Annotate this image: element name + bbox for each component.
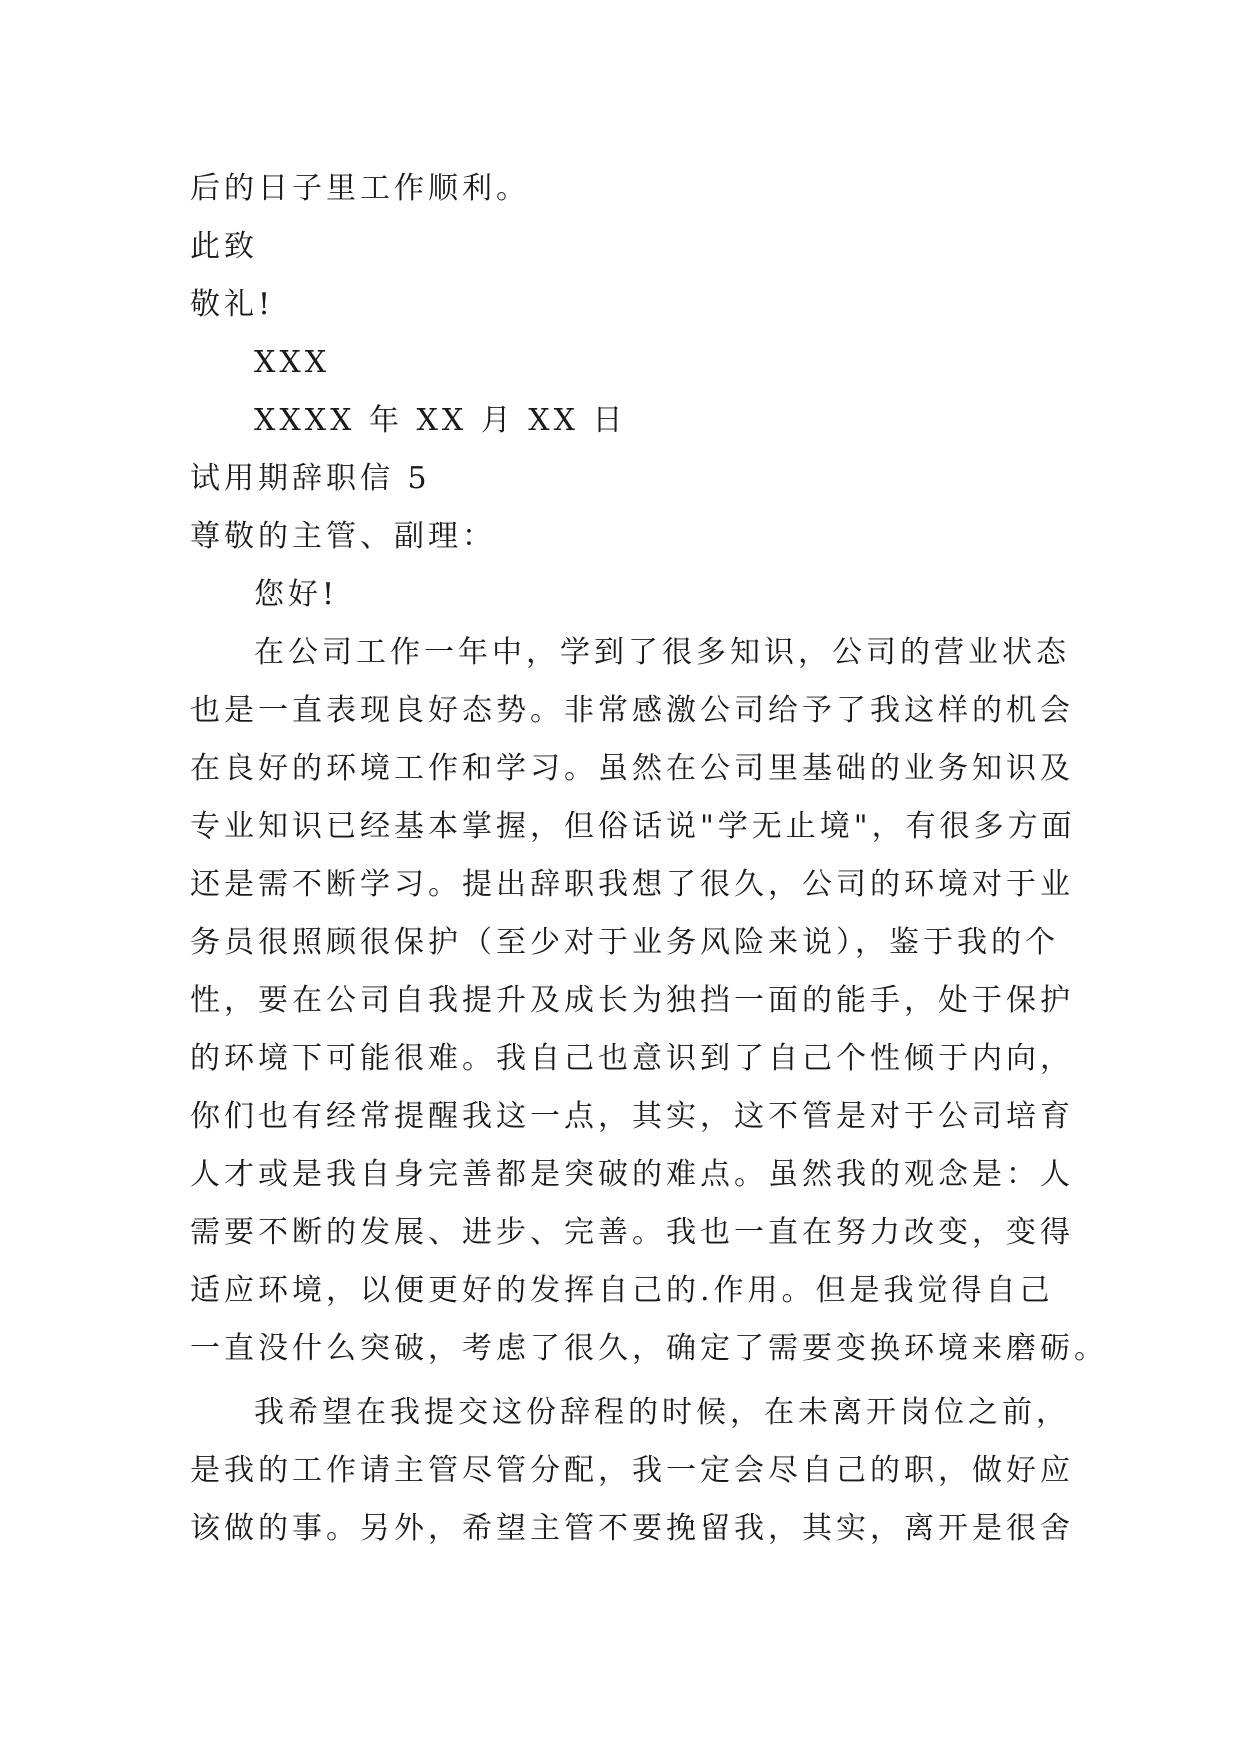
paragraph-1-line: 务员很照顾很保护（至少对于业务风险来说），鉴于我的个 (190, 925, 1059, 960)
closing-jingli: 敬礼! (190, 287, 275, 322)
paragraph-1-line: 在良好的环境工作和学习。虽然在公司里基础的业务知识及 (190, 751, 1074, 786)
paragraph-1-line: 人才或是我自身完善都是突破的难点。虽然我的观念是：人 (190, 1157, 1074, 1192)
paragraph-1-line: 的环境下可能很难。我自己也意识到了自己个性倾于内向， (190, 1041, 1074, 1076)
paragraph-2 (190, 1384, 1074, 1558)
letter-body (190, 160, 1108, 1558)
paragraph-1-line: 也是一直表现良好态势。非常感激公司给予了我这样的机会 (190, 693, 1074, 728)
greeting: 您好! (254, 577, 339, 612)
paragraph-1-line: 适应环境，以便更好的发挥自己的.作用。但是我觉得自己 (190, 1273, 1054, 1308)
letter-heading: 试用期辞职信 5 (190, 461, 431, 496)
closing-line: 后的日子里工作顺利。 (190, 171, 530, 206)
salutation: 尊敬的主管、副理： (190, 519, 496, 554)
paragraph-1-line: 性，要在公司自我提升及成长为独挡一面的能手，处于保护 (190, 983, 1074, 1018)
signature-date: XXXX 年 XX 月 XX 日 (254, 403, 627, 438)
paragraph-1-line: 你们也有经常提醒我这一点，其实，这不管是对于公司培育 (190, 1099, 1074, 1134)
paragraph-1-line: 还是需不断学习。提出辞职我想了很久，公司的环境对于业 (190, 867, 1074, 902)
paragraph-2-line: 该做的事。另外，希望主管不要挽留我，其实，离开是很舍 (190, 1511, 1074, 1546)
paragraph-2-line: 是我的工作请主管尽管分配，我一定会尽自己的职，做好应 (190, 1453, 1074, 1488)
paragraph-1-line: 一直没什么突破，考虑了很久，确定了需要变换环境来磨砺。 (190, 1331, 1108, 1366)
closing-cizhi: 此致 (190, 229, 258, 264)
paragraph-1-line: 专业知识已经基本掌握，但俗话说"学无止境"，有很多方面 (190, 809, 1076, 844)
paragraph-1 (190, 624, 1108, 1378)
paragraph-1-line: 在公司工作一年中，学到了很多知识，公司的营业状态 (254, 635, 1070, 670)
signature-name: XXX (254, 345, 331, 380)
paragraph-1-line: 需要不断的发展、进步、完善。我也一直在努力改变，变得 (190, 1215, 1074, 1250)
paragraph-2-line: 我希望在我提交这份辞程的时候，在未离开岗位之前， (254, 1395, 1070, 1430)
